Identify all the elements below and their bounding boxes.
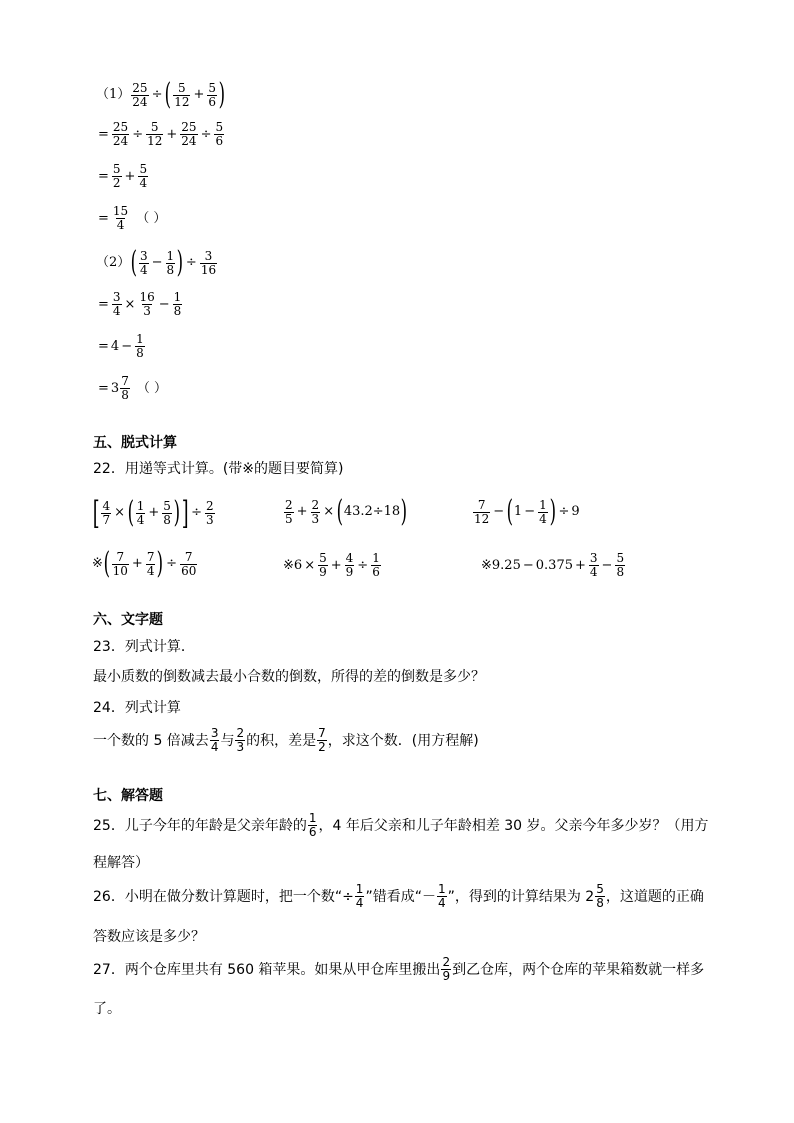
fraction: $\frac{1}{8}$ <box>136 332 144 360</box>
fraction: $\frac{5}{4}$ <box>139 162 148 190</box>
solution2-label: （2） <box>96 255 131 270</box>
fraction: $\frac{5}{12}$ <box>147 120 163 148</box>
question-24-body: 一个数的 5 倍减去 $\frac{3}{4}$ 与 $\frac{2}{3}$ 的积，差是 $\frac{7}{2}$ ，求这个数．(用方程解) <box>93 726 479 754</box>
fraction: $\frac{3}{16}$ <box>200 248 217 277</box>
question-24: 24．列式计算 <box>93 700 181 716</box>
fraction: $\frac{5}{2}$ <box>112 162 121 190</box>
question-26-cont: 答数应该是多少？ <box>93 929 205 945</box>
fraction: $\frac{3}{4}$ <box>112 290 121 318</box>
question-25-cont: 程解答） <box>93 855 149 871</box>
section-5-title: 五、脱式计算 <box>93 435 177 451</box>
mixed-number: 3 $\frac{7}{8}$ <box>110 374 129 402</box>
solution2-line3: = 4 − $\frac{1}{8}$ <box>98 332 144 360</box>
question-23: 23．列式计算． <box>93 639 195 655</box>
expression-1: [ $\frac{4}{7}$ × ( $\frac{1}{4}$ + $\frac{5}{8}$ ) ] ÷ $\frac{2}{3}$ <box>92 494 214 532</box>
question-26: 26．小明在做分数计算题时，把一个数“÷ $\frac{1}{4}$ ”错看成“－ $\frac{1}{4}$ ”，得到的计算结果为 2 $\frac{5}{8}$ ，这道题的正确 <box>93 882 704 910</box>
question-27: 27．两个仓库里共有 560 箱苹果。如果从甲仓库里搬出 $\frac{2}{9}$ 到乙仓库，两个仓库的苹果箱数就一样多 <box>93 955 705 983</box>
fraction: $\frac{16}{3}$ <box>139 290 155 318</box>
expression-3: $\frac{7}{12}$ − ( 1 − $\frac{1}{4}$ ) ÷ 9 <box>474 494 580 529</box>
answer-blank: （ ） <box>136 210 167 226</box>
solution1-line2: = $\frac{25}{24}$ ÷ $\frac{5}{12}$ + $\frac{25}{24}$ ÷ $\frac{5}{6}$ <box>98 120 224 148</box>
fraction: $\frac{5}{12}$ <box>174 80 190 109</box>
expression-5: ※ 6 × $\frac{5}{9}$ + $\frac{4}{9}$ ÷ $\frac{1}{6}$ <box>283 551 380 579</box>
question-22: 22．用递等式计算。(带※的题目要简算) <box>93 461 344 477</box>
answer-blank: （ ） <box>136 380 167 396</box>
fraction: $\frac{15}{4}$ <box>112 204 129 232</box>
fraction: $\frac{25}{24}$ <box>181 120 197 148</box>
section-7-title: 七、解答题 <box>93 788 163 804</box>
expression-6: ※ 9.25 − 0.375 + $\frac{3}{4}$ − $\frac{5}{8}$ <box>481 551 625 579</box>
solution1-label: （1） <box>96 87 131 102</box>
fraction: $\frac{25}{24}$ <box>112 120 129 148</box>
fraction: $\frac{5}{6}$ <box>215 120 224 148</box>
solution1-line3: = $\frac{5}{2}$ + $\frac{5}{4}$ <box>98 162 148 190</box>
simplify-mark: ※ <box>92 556 103 571</box>
question-27-cont: 了。 <box>93 1001 121 1017</box>
solution2-line2: = $\frac{3}{4}$ × $\frac{16}{3}$ − $\frac{1}{8}$ <box>98 290 182 318</box>
solution1-line4: = $\frac{15}{4}$ （ ） <box>98 204 167 232</box>
question-25: 25．儿子今年的年龄是父亲年龄的 $\frac{1}{6}$ ，4 年后父亲和儿子年龄相差 30 岁。父亲今年多少岁？（用方 <box>93 811 709 839</box>
question-23-body: 最小质数的倒数减去最小合数的倒数，所得的差的倒数是多少？ <box>93 669 485 685</box>
expression-2: $\frac{2}{5}$ + $\frac{2}{3}$ × ( 43.2÷18 ) <box>285 494 408 529</box>
fraction: $\frac{25}{24}$ <box>132 80 148 109</box>
expression-4: ※ ( $\frac{7}{10}$ + $\frac{7}{4}$ ) ÷ $\frac{7}{60}$ <box>92 546 197 581</box>
section-6-title: 六、文字题 <box>93 612 163 628</box>
solution2-line4: = 3 $\frac{7}{8}$ （ ） <box>98 374 167 402</box>
solution2-line1: （2） ( $\frac{3}{4}$ − $\frac{1}{8}$ ) ÷ $\frac{3}{16}$ <box>96 245 217 280</box>
fraction: $\frac{1}{8}$ <box>166 248 175 277</box>
fraction: $\frac{1}{8}$ <box>173 290 182 318</box>
simplify-mark: ※ <box>283 557 294 573</box>
solution1-line1: （1） $\frac{25}{24}$ ÷ ( $\frac{5}{12}$ + $\frac{5}{6}$ ) <box>96 77 226 112</box>
fraction: $\frac{5}{6}$ <box>208 80 217 109</box>
fraction: $\frac{3}{4}$ <box>140 248 148 277</box>
simplify-mark: ※ <box>481 557 492 573</box>
